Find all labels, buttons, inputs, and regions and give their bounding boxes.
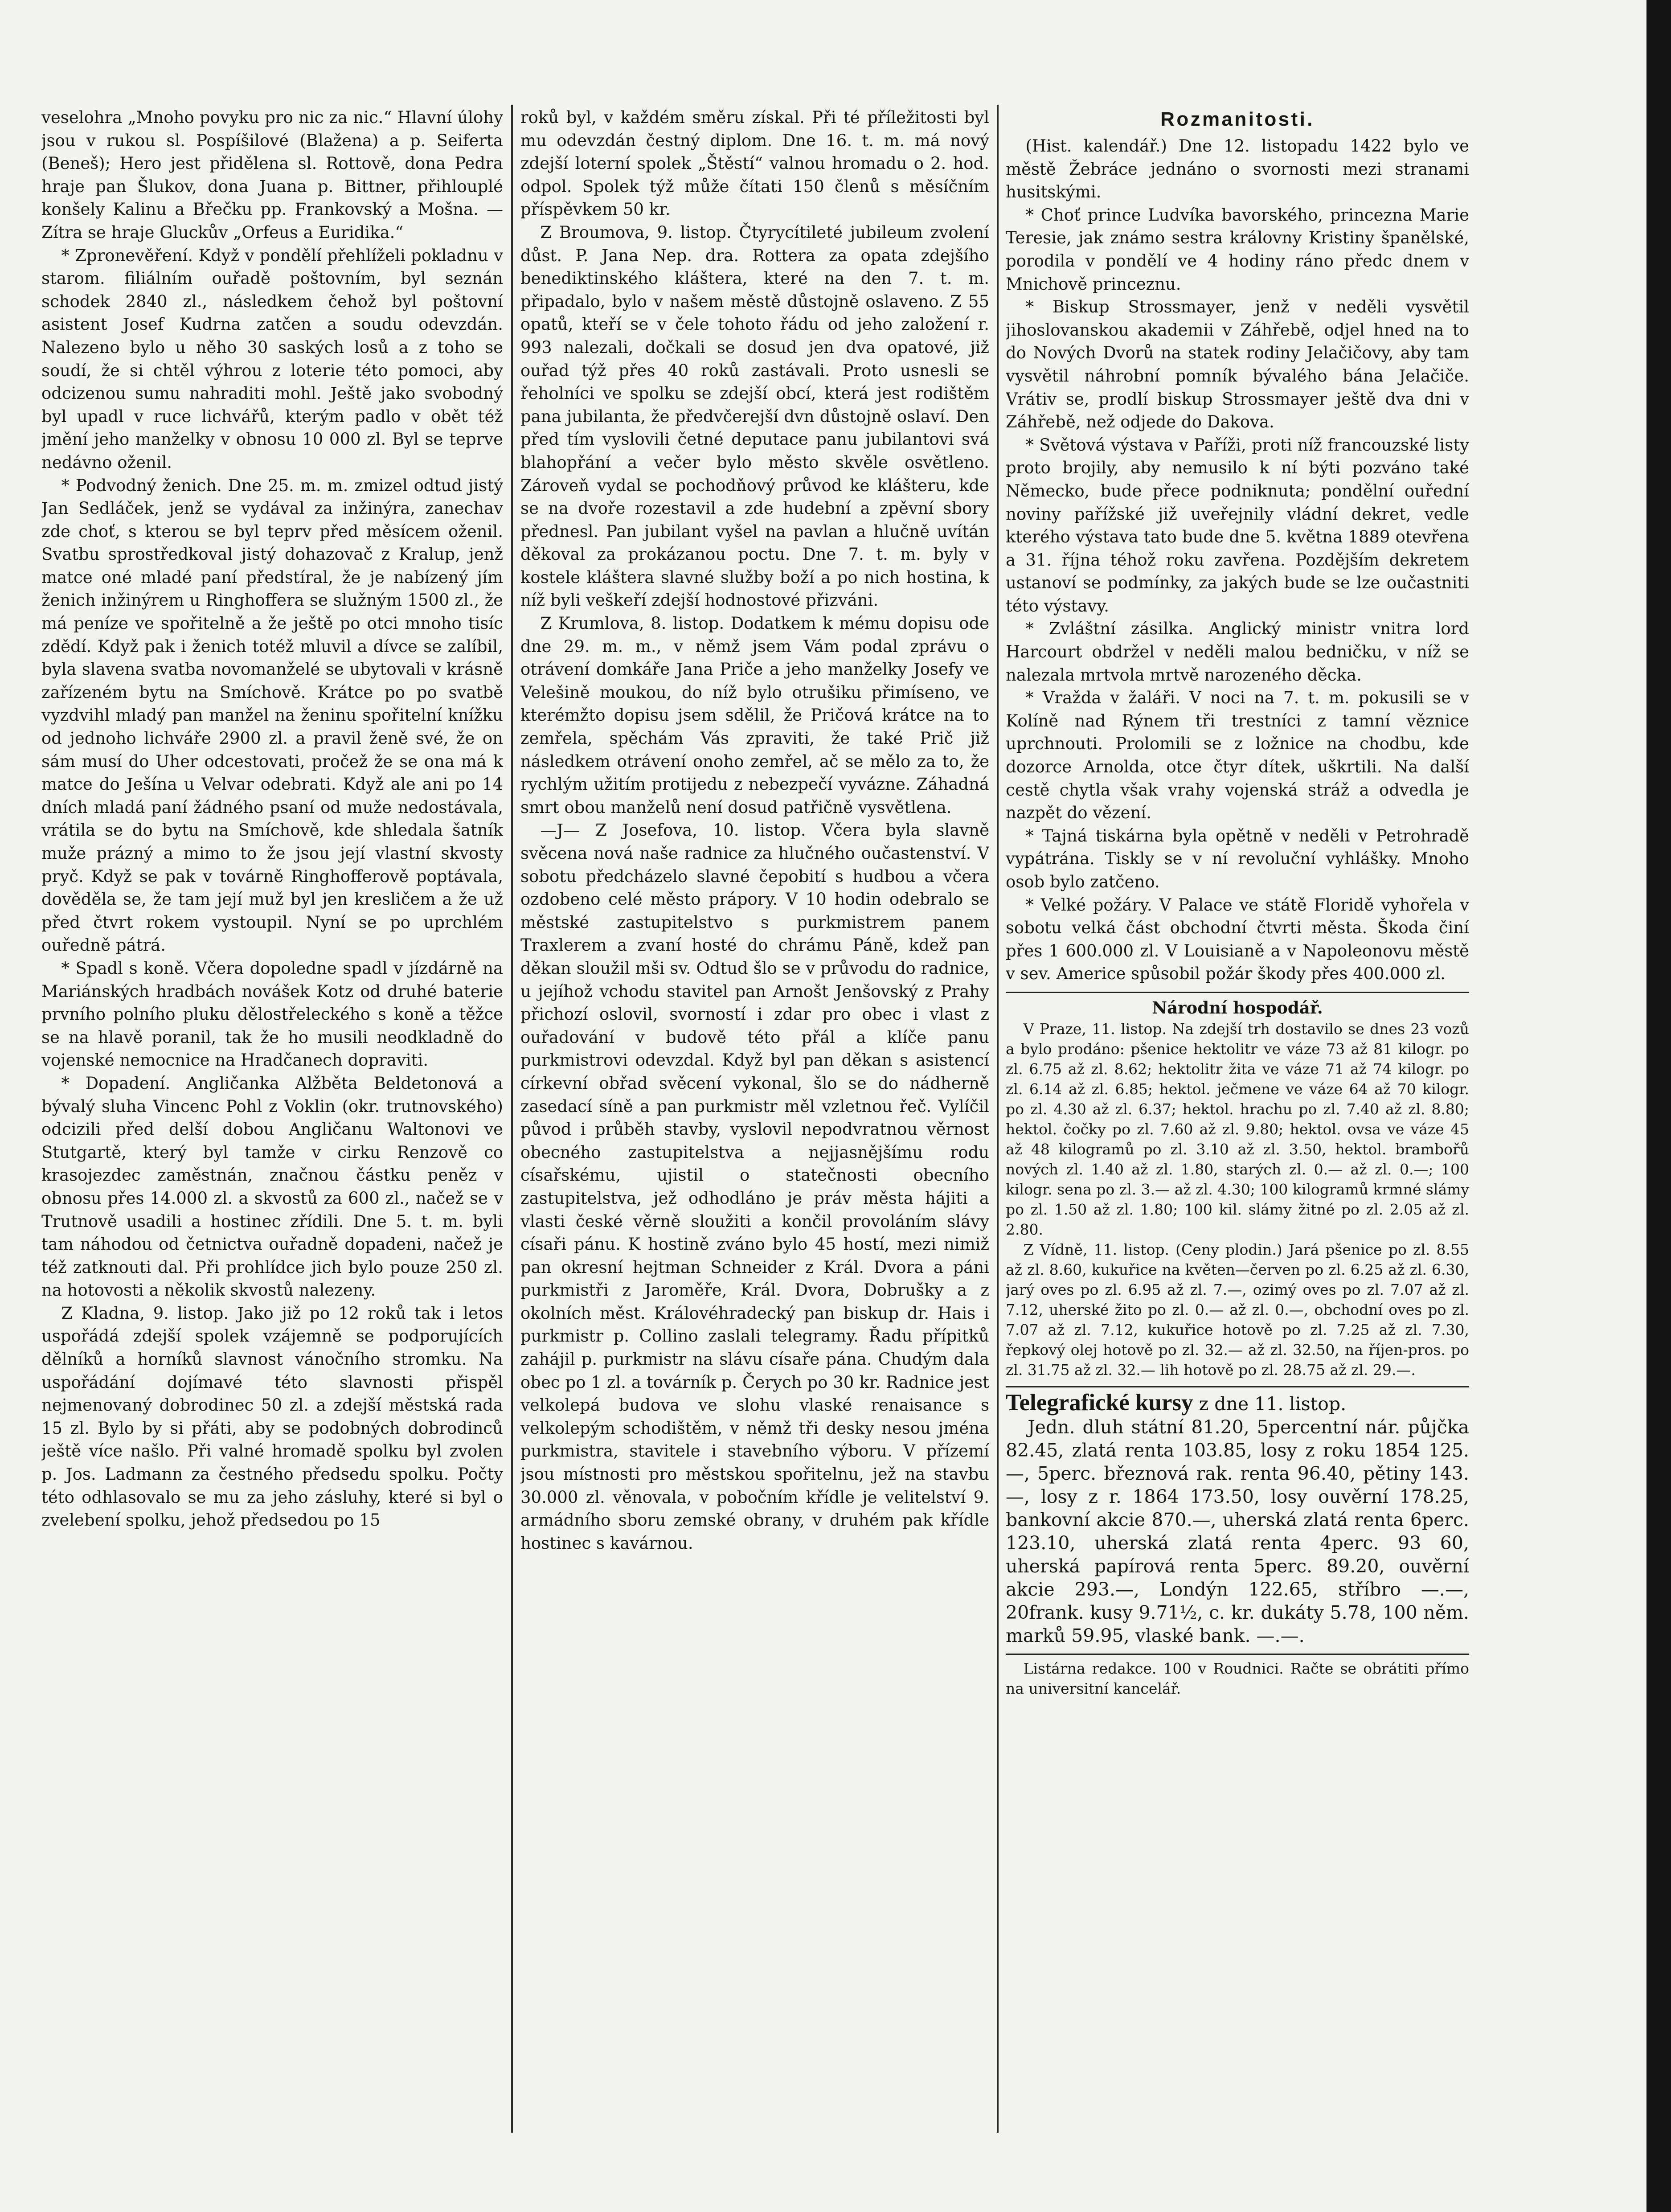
column-rule xyxy=(511,105,513,2133)
editorial-note: Listárna redakce. 100 v Roudnici. Račte se obrátiti přímo na universitní kancelář. xyxy=(1006,1659,1469,1697)
telegraph-date: z dne 11. listop. xyxy=(1193,1393,1347,1415)
scan-edge xyxy=(1646,0,1671,2212)
section-heading: Rozmanitosti. xyxy=(1160,108,1315,130)
article-fraud-groom: * Podvodný ženich. Dne 25. m. m. zmizel odtud jistý Jan Sedláček, jenž se vydával za inžinýra, zanechav zde choť, s kterou se byl teprv před měsícem oženil. Svatbu sprostředkoval jistý dohazovač z Kralup, jenž matce oné mladé paní předstíral, že je nabízený jím ženich inžinýrem u Ringhoffera se služným 1500 zl., že má peníze ve spořitelně a že ještě po otci mnoho tisíc zdědí. Když pak i ženich totéž mluvil a dívce se zalíbil, byla slavena svatba novomanželé se ubytovali v krásně zařízeném bytu na Smíchově. Krátce po po svatbě vyzdvihl mladý pan manžel na ženinu spořitelní knížku od jednoho lichváře 2900 zl. a pravil ženě své, že on sám musí do Uher odcestovati, pročež že se ona má k matce do Ješína u Velvar odebrati. Když ale ani po 14 dních mladá paní žádného psaní od muže nedostávala, vrátila se do bytu na Smíchově, kde shledala šatník muže prázný a mimo to že jsou její vlastní skvosty pryč. Když se pak v továrně Ringhofferově poptávala, dověděla se, že tam její muž byl jen kresličem a že už před čtvrt rokem vystoupil. Nyní se po uprchlém ouředně pátrá. xyxy=(41,476,503,955)
news-item: (Hist. kalendář.) Dne 12. listopadu 1422 bylo ve městě Žebráce jednáno o svornosti mezi stranami husitskými. xyxy=(1006,136,1469,202)
news-item: * Světová výstava v Paříži, proti níž francouzské listy proto brojily, aby nemusilo k ní býti pozváno také Německo, bude přece podniknuta; pondělní ouřední noviny pařížské již uveřejnily vládní dekret, vedle kterého výstava tato bude dne 5. května 1889 otevřena a 31. října téhož roku zavřena. Pozdějším dekretem ustanoví se podmínky, za jakých bude se lze oučastniti této výstavy. xyxy=(1006,435,1469,616)
news-item: * Biskup Strossmayer, jenž v neděli vysvětil jihoslovanskou akademii v Záhřebě, odjel hned na to do Nových Dvorů na statek rodiny Jelačičovy, aby tam vysvětil náhrobní pomník bývalého bána Jelačiče. Vrátiv se, prodlí biskup Strossmayer ještě dva dni v Záhřebě, než odjede do Dakova. xyxy=(1006,297,1469,432)
market-heading: Národní hospodář. xyxy=(1152,997,1323,1018)
article-josefov: —J— Z Josefova, 10. listop. Včera byla slavně svěcena nová naše radnice za hlučného oučastenství. V sobotu předcházelo slavné čepobití s hudbou a včera ozdobeno celé město prápory. V 10 hodin odebralo se městské zastupitelstvo s purkmistrem panem Traxlerem a zvaní hosté do chrámu Páně, kdež pan děkan sloužil mši sv. Odtud šlo se v průvodu do radnice, u jejíhož vchodu stavitel pan Arnošt Jenšovský z Prahy přichozí oslovil, svorností i zdar pro obec i vlast z ouřadování v budově této přál a klíče panu purkmistrovi odevzdal. Když byl pan děkan s asistencí církevní obřad svěcení vykonal, šlo se do nádherně zasedací síně a pan purkmistr měl vzletnou řeč. Vylíčil původ i průběh stavby, vyslovil nepodvratnou věrnost obecného zastupitelstva a nejjasnějšímu rodu císařskému, ujistil o statečnosti obecního zastupitelstva, jež odhodláno je práv města hájiti a vlasti české věrně sloužiti a končil provoláním slávy císaři pánu. K hostině zváno bylo 45 hostí, mezi nimiž pan okresní hejtman Schneider z Král. Dvora a páni purkmistři z Jaroměře, Král. Dvora, Dobrušky a z okolních měst. Královéhradecký pan biskup dr. Hais i purkmistr p. Collino zaslali telegramy. Řadu přípitků zahájil p. purkmistr na slávu císaře pána. Chudým dala obec po 1 zl. a továrník p. Čerych po 30 kr. Radnice jest velkolepá budova ve slohu vlaské renaisance s velkolepým schodištěm, v němž tři desky nesou jména purkmistra, stavitele i stavebního výboru. V přízemí jsou místnosti pro městskou spořitelnu, jež na stavbu 30.000 zl. věnovala, v pobočním křídle je velitelství 9. armádního sboru zemské obrany, v druhém pak křídle hostinec s kavárnou. xyxy=(520,821,989,1553)
column-2 xyxy=(520,106,989,2132)
article-arrest: * Dopadení. Angličanka Alžběta Beldetonová a bývalý sluha Vincenc Pohl z Voklin (okr. trutnovského) odcizili před delší dobou Angličanu Waltonovi ve Stutgartě, který byl tamže v cirku Renzově co krasojezdec zaměstnán, značnou částku peněz v obnosu přes 14.000 zl. a skvostů za 600 zl., načež se v Trutnově usadili a hostinec zřídili. Dne 5. t. m. byli tam náhodou od četnictva ouřadně dopadeni, načež je též zatknouti dal. Při prohlídce jich bylo pouze 250 zl. na hotovosti a několik skvostů nalezeny. xyxy=(41,1073,503,1300)
article-embezzlement: * Zpronevěření. Když v pondělí přehlíželi pokladnu v starom. filiálním ouřadě poštovním, byl seznán schodek 2840 zl., následkem čehož byl poštovní asistent Josef Kudrna zatčen a soudu odevzdán. Nalezeno bylo u něho 30 saských losů a z toho se soudí, že si chtěl výhrou z loterie této pomoci, aby odcizenou sumu nahraditi mohl. Ještě jako svobodný byl upadl v ruce lichvářů, kterým padlo v obět též jmění jeho manželky v obnosu 10 000 zl. Byl se teprve nedávno oženil. xyxy=(41,246,503,472)
article-krumlov: Z Krumlova, 8. listop. Dodatkem k mému dopisu ode dne 29. m. m., v němž jsem Vám podal zprávu o otrávení domkáře Jana Priče a jeho manželky Josefy ve Velešině moukou, do níž bylo otrušiku přimíseno, ve kterémžto dopisu jsem sdělil, že Pričová krátce na to zemřela, spěchám Vás zpraviti, že také Prič již následkem otrávení onoho zemřel, ač se mělo za to, že rychlým užitím protijedu z nebezpečí vyvázne. Záhadná smrt obou manželů není dosud patřičně vysvětlena. xyxy=(520,614,989,817)
article-fell-from-horse: * Spadl s koně. Včera dopoledne spadl v jízdárně na Mariánských hradbách novášek Kotz od druhé baterie prvního polního pluku dělostřeleckého s koně a těžce se na hlavě poranil, tak že ho musili neodkladně do vojenské nemocnice na Hradčanech dopraviti. xyxy=(41,958,503,1070)
article-kladno-cont: roků byl, v každém směru získal. Při té příležitosti byl mu odevzdán čestný diplom. Dne 16. t. m. má nový zdejší loterní spolek „Štěstí“ valnou hromadu o 2. hod. odpol. Spolek týž může čítati 150 členů s měsíčním příspěvkem 50 kr. xyxy=(520,108,989,219)
article-kladno: Z Kladna, 9. listop. Jako již po 12 roků tak i letos uspořádá zdejší spolek vzájemně se podporujících dělníků a horníků slavnost vánočního stromku. Na uspořádání dojímavé této slavnosti přispěl nejmenovaný dobrodinec 50 zl. a zdejší městská rada 15 zl. Bylo by si přáti, aby se podobných dobrodinců ještě více našlo. Při valné hromadě spolku byl zvolen p. Jos. Ladmann za čestného předsedu spolku. Počty této odhlasovalo se mu za jeho zásluhy, které si byl o zvelebení spolku, jehož předsedou po 15 xyxy=(41,1303,503,1530)
divider xyxy=(1006,1654,1469,1655)
column-3 xyxy=(1006,106,1469,2132)
market-report-vienna: Z Vídně, 11. listop. (Ceny plodin.) Jará pšenice po zl. 8.55 až zl. 8.60, kukuřice na květen—červen po zl. 6.25 až zl. 6.30, jarý oves po zl. 6.95 až zl. 7.—, ozimý oves po zl. 7.07 až zl. 7.12, uherské žito po zl. 0.— až zl. 0.—, obchodní oves po zl. 7.07 až zl. 7.12, kukuřice hotově po zl. 7.25 až zl. 7.30, řepkový olej hotově po zl. 32.— až zl. 32.50, na říjen-pros. po zl. 31.75 až zl. 32.— lih hotově po zl. 28.75 až zl. 29.—. xyxy=(1006,1240,1469,1379)
market-report-prague: V Praze, 11. listop. Na zdejší trh dostavilo se dnes 23 vozů a bylo prodáno: pšenice hektolitr ve váze 73 až 81 kilogr. po zl. 6.75 až zl. 8.62; hektolitr žita ve váze 71 až 74 kilogr. po zl. 6.14 až zl. 6.85; hektol. ječmene ve váze 64 až 70 kilogr. po zl. 4.30 až zl. 6.37; hektol. hrachu po zl. 7.40 až zl. 8.80; hektol. čočky po zl. 7.60 až zl. 9.80; hektol. ovsa ve váze 45 až 48 kilogramů po zl. 3.10 až zl. 3.50, hektol. brambořů nových zl. 1.40 až zl. 1.80, starých zl. 0.— až zl. 0.—; 100 kilogr. sena po zl. 3.— až zl. 4.30; 100 kilogramů krmné slámy po zl. 1.50 až zl. 1.80; 100 kil. slámy žitné po zl. 2.05 až zl. 2.80. xyxy=(1006,1020,1469,1238)
telegraph-heading: Telegrafické kursy xyxy=(1006,1389,1193,1416)
article-broumov: Z Broumova, 9. listop. Čtyrycítileté jubileum zvolení důst. P. Jana Nep. dra. Rottera za opata zdejšího benediktinského kláštera, které na den 7. t. m. připadalo, bylo v našem městě důstojně oslaveno. Z 55 opatů, kteří se v čele tohoto řádu od jeho založení r. 993 nalezali, dočkali se dosud jen dva opatové, již ouřad týž přes 40 roků zastávali. Proto usnesli se řeholníci ve spolku se zdejší obcí, která jest rodištěm pana jubilanta, že předvčerejší dvn důstojně oslaví. Den před tím vyslovili četné deputace panu jubilantovi svá blahopřání a večer bylo město skvěle osvětleno. Zároveň vydal se pochodňový průvod ke klášteru, kde se na dvoře rozestavil a zde hudební a zpěvní sbory přednesl. Pan jubilant vyšel na pavlan a hlučně uvítán děkoval za prokázanou poctu. Dne 7. t. m. byly v kostele kláštera slavné služby boží a po nich hostina, k níž byli veškeří zdejší hodnostové přizváni. xyxy=(520,222,989,610)
news-item: * Zvláštní zásilka. Anglický ministr vnitra lord Harcourt obdržel v neděli malou bedničku, v níž se nalezala mrtvola mrtvě narozeného děcka. xyxy=(1006,619,1469,685)
telegraph-rates: Jedn. dluh státní 81.20, 5percentní nár. půjčka 82.45, zlatá renta 103.85, losy z roku 1854 125.—, 5perc. březnová rak. renta 96.40, pětiny 143.—, losy z r. 1864 173.50, losy ouvěrní 178.25, bankovní akcie 870.—, uherská zlatá renta 6perc. 123.10, uherská zlatá renta 4perc. 93 60, uherská papírová renta 5perc. 89.20, ouvěrní akcie 293.—, Londýn 122.65, stříbro —.—, 20frank. kusy 9.71½, c. kr. dukáty 5.78, 100 něm. marků 59.95, vlaské bank. —.—. xyxy=(1006,1416,1469,1646)
news-item: * Tajná tiskárna byla opětně v neděli v Petrohradě vypátrána. Tiskly se v ní revoluční vyhlášky. Mnoho osob bylo zatčeno. xyxy=(1006,826,1469,891)
news-item: * Choť prince Ludvíka bavorského, princezna Marie Teresie, jak známo sestra královny Kristiny španělské, porodila v pondělí ve 4 hodiny ráno předc dnem v Mnichově princeznu. xyxy=(1006,205,1469,294)
news-item: * Vražda v žaláři. V noci na 7. t. m. pokusili se v Kolíně nad Rýnem tři trestníci z tamní věznice uprchnouti. Prolomili se z ložnice na chodbu, kde dozorce Arnolda, otce čtyr dítek, uškrtili. Na další cestě chytla však vrahy vojenská stráž a odvedla je nazpět do vězení. xyxy=(1006,688,1469,823)
telegraph-heading-line xyxy=(1006,1391,1469,1416)
news-item: * Velké požáry. V Palace ve státě Floridě vyhořela v sobotu velká část obchodní čtvrti města. Škoda činí přes 1 600.000 zl. V Louisianě a v Napoleonovu městě v sev. Americe spůsobil požár škody přes 400.000 zl. xyxy=(1006,895,1469,984)
divider xyxy=(1006,992,1469,993)
article-opera-review: veselohra „Mnoho povyku pro nic za nic.“ Hlavní úlohy jsou v rukou sl. Pospíšilové (Blažena) a p. Seiferta (Beneš); Hero jest přidělena sl. Rottově, dona Pedra hraje pan Šlukov, dona Juana p. Bittner, přihlouplé konšely Kalinu a Břečku pp. Frankovský a Mošna. — Zítra se hraje Gluckův „Orfeus a Euridika.“ xyxy=(41,108,503,242)
divider xyxy=(1006,1386,1469,1387)
column-1 xyxy=(41,106,503,2132)
column-rule xyxy=(997,105,999,2133)
